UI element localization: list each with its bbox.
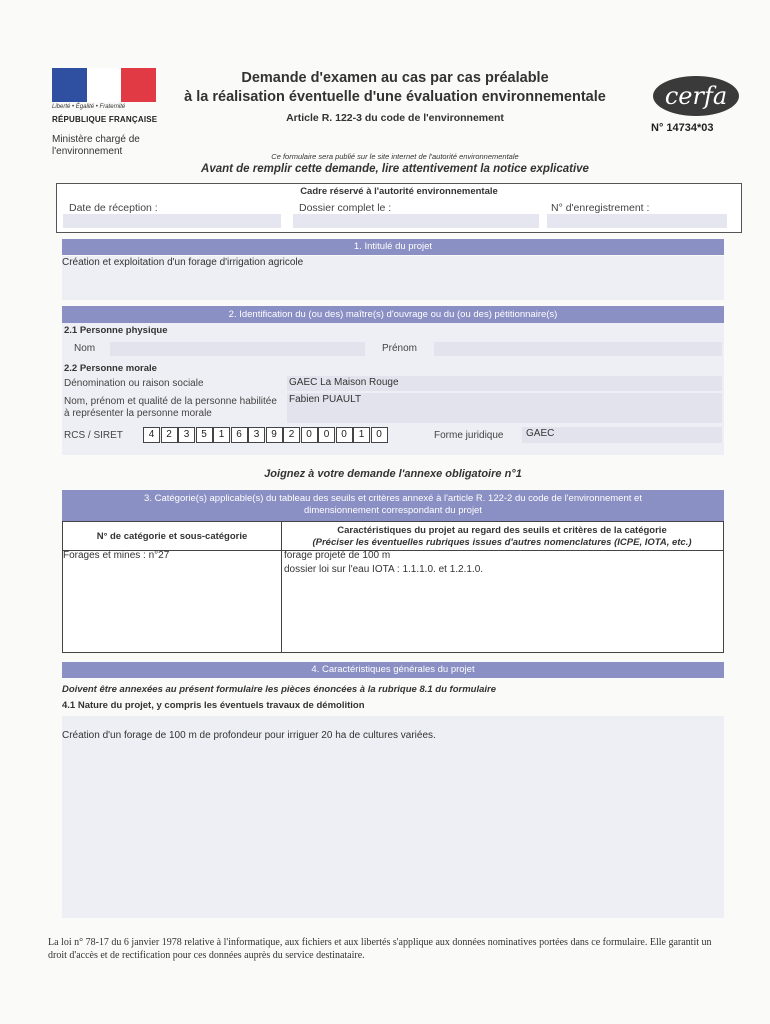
- representant-value: Fabien PUAULT: [289, 394, 362, 405]
- section1-header: 1. Intitulé du projet: [62, 239, 724, 255]
- nature-projet-value: Création d'un forage de 100 m de profondeur pour irriguer 20 ha de cultures variées.: [62, 730, 436, 741]
- siret-digit: 2: [161, 427, 178, 443]
- siret-digit: 0: [301, 427, 318, 443]
- publication-notice: Ce formulaire sera publié sur le site internet de l'autorité environnementale: [271, 152, 519, 161]
- section2-header: 2. Identification du (ou des) maître(s) d'ouvrage ou du (ou des) pétitionnaire(s): [62, 306, 724, 323]
- siret-digit: 2: [283, 427, 300, 443]
- characteristics-value-line2[interactable]: dossier loi sur l'eau IOTA : 1.1.1.0. et 1.2.1.0.: [284, 564, 484, 575]
- forme-juridique-label: Forme juridique: [434, 430, 504, 441]
- siret-digit: 9: [266, 427, 283, 443]
- cerfa-logo: cerfa: [653, 76, 739, 116]
- enregistrement-field[interactable]: [547, 214, 727, 228]
- nature-projet-field[interactable]: [62, 716, 724, 918]
- reserved-box-title: Cadre réservé à l'autorité environnementale: [300, 186, 498, 197]
- section3-title-line2: dimensionnement correspondant du projet: [304, 505, 482, 516]
- read-notice: Avant de remplir cette demande, lire attentivement la notice explicative: [201, 163, 589, 175]
- reserved-box: [56, 183, 742, 233]
- category-value[interactable]: Forages et mines : n°27: [63, 550, 170, 561]
- col-category-header: N° de catégorie et sous-catégorie: [96, 531, 248, 542]
- representant-label: Nom, prénom et qualité de la personne habilitée à représenter la personne morale: [64, 396, 277, 419]
- nature-projet-heading: 4.1 Nature du projet, y compris les éventuels travaux de démolition: [62, 700, 365, 711]
- cerfa-number: N° 14734*03: [651, 122, 714, 134]
- dossier-complet-field[interactable]: [293, 214, 539, 228]
- prenom-field[interactable]: [434, 342, 722, 356]
- siret-digit: 5: [196, 427, 213, 443]
- section1-field[interactable]: [62, 256, 724, 300]
- section4-instruction: Doivent être annexées au présent formulaire les pièces énoncées à la rubrique 8.1 du formulaire: [62, 684, 496, 695]
- siret-label: RCS / SIRET: [64, 430, 123, 441]
- date-reception-label: Date de réception :: [69, 202, 158, 214]
- siret-digit: 0: [336, 427, 353, 443]
- ministere-label: Ministère chargé de l'environnement: [52, 134, 140, 157]
- personne-morale-heading: 2.2 Personne morale: [64, 363, 157, 374]
- enregistrement-label: N° d'enregistrement :: [551, 202, 650, 214]
- nom-field[interactable]: [110, 342, 365, 356]
- project-title-value: Création et exploitation d'un forage d'irrigation agricole: [62, 257, 304, 268]
- marianne-logo: [52, 68, 156, 102]
- siret-digit: 1: [213, 427, 230, 443]
- denomination-value: GAEC La Maison Rouge: [289, 377, 399, 388]
- siret-digit: 0: [318, 427, 335, 443]
- annexe-notice: Joignez à votre demande l'annexe obligatoire n°1: [264, 468, 522, 480]
- section3-title-line1: 3. Catégorie(s) applicable(s) du tableau des seuils et critères annexé à l'article R. 122-2 du code de l'environnement et: [144, 493, 642, 504]
- denomination-field[interactable]: [287, 376, 722, 391]
- denomination-label: Dénomination ou raison sociale: [64, 378, 204, 389]
- forme-juridique-value: GAEC: [526, 428, 555, 439]
- siret-digit: 4: [143, 427, 160, 443]
- date-reception-field[interactable]: [63, 214, 281, 228]
- characteristics-value-line1[interactable]: forage projeté de 100 m: [284, 550, 391, 561]
- nom-label: Nom: [74, 343, 96, 354]
- siret-digit: 1: [353, 427, 370, 443]
- siret-digit: 3: [248, 427, 265, 443]
- col-characteristics-subheader: (Préciser les éventuelles rubriques issues d'autres nomenclatures (ICPE, IOTA, etc.): [312, 537, 692, 548]
- forme-juridique-field[interactable]: [522, 427, 722, 443]
- siret-digit: 0: [371, 427, 388, 443]
- siret-field[interactable]: [143, 427, 388, 443]
- representant-field[interactable]: [287, 393, 722, 423]
- legal-notice: La loi n° 78-17 du 6 janvier 1978 relative à l'informatique, aux fichiers et aux libertés s'applique aux données nominatives portées dans ce formulaire. Elle garantit un droit d'accès et de rectification pour ces données auprès du service destinataire.: [48, 937, 712, 961]
- section3-header: [62, 490, 724, 521]
- dossier-complet-label: Dossier complet le :: [299, 202, 392, 214]
- form-title-line1: Demande d'examen au cas par cas préalable: [241, 70, 549, 86]
- section4-header: 4. Caractéristiques générales du projet: [62, 662, 724, 678]
- personne-physique-heading: 2.1 Personne physique: [64, 325, 168, 336]
- col-characteristics-header: Caractéristiques du projet au regard des seuils et critères de la catégorie: [337, 525, 667, 536]
- prenom-label: Prénom: [382, 343, 418, 354]
- category-table: [62, 521, 724, 653]
- republic-motto: Liberté • Égalité • Fraternité: [52, 104, 126, 110]
- republique-francaise: RÉPUBLIQUE FRANÇAISE: [52, 115, 158, 124]
- form-article: Article R. 122-3 du code de l'environnement: [286, 112, 504, 124]
- form-title-line2: à la réalisation éventuelle d'une évaluation environnementale: [184, 89, 606, 105]
- siret-digit: 3: [178, 427, 195, 443]
- siret-digit: 6: [231, 427, 248, 443]
